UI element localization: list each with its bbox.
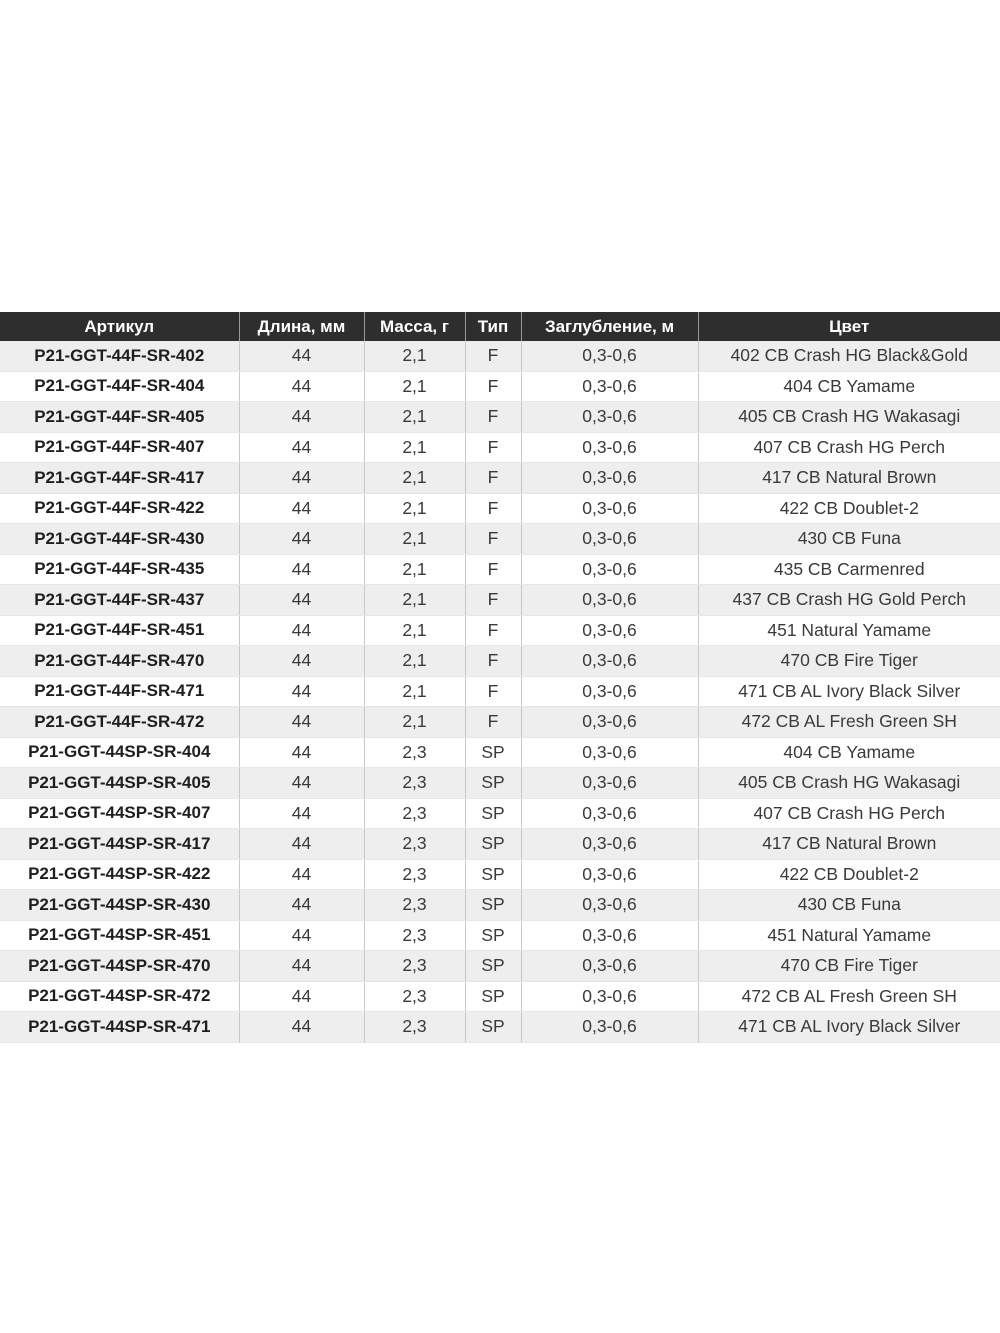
cell-length: 44 xyxy=(239,341,364,371)
cell-length: 44 xyxy=(239,615,364,646)
cell-color: 405 CB Crash HG Wakasagi xyxy=(698,402,1000,433)
cell-sku: P21-GGT-44F-SR-422 xyxy=(0,493,239,524)
table-row xyxy=(0,585,1000,616)
cell-sku: P21-GGT-44F-SR-437 xyxy=(0,585,239,616)
cell-depth: 0,3-0,6 xyxy=(521,585,698,616)
cell-depth: 0,3-0,6 xyxy=(521,676,698,707)
cell-sku: P21-GGT-44SP-SR-404 xyxy=(0,737,239,768)
cell-depth: 0,3-0,6 xyxy=(521,707,698,738)
table-row xyxy=(0,371,1000,402)
spec-table xyxy=(0,312,1000,1043)
cell-type: F xyxy=(465,676,521,707)
cell-color: 404 CB Yamame xyxy=(698,371,1000,402)
cell-color: 430 CB Funa xyxy=(698,524,1000,555)
cell-mass: 2,1 xyxy=(364,493,465,524)
cell-color: 472 CB AL Fresh Green SH xyxy=(698,981,1000,1012)
cell-sku: P21-GGT-44F-SR-451 xyxy=(0,615,239,646)
cell-sku: P21-GGT-44F-SR-405 xyxy=(0,402,239,433)
cell-depth: 0,3-0,6 xyxy=(521,951,698,982)
table-row xyxy=(0,432,1000,463)
cell-sku: P21-GGT-44SP-SR-417 xyxy=(0,829,239,860)
cell-type: SP xyxy=(465,768,521,799)
cell-color: 422 CB Doublet-2 xyxy=(698,493,1000,524)
cell-sku: P21-GGT-44F-SR-404 xyxy=(0,371,239,402)
cell-length: 44 xyxy=(239,524,364,555)
cell-color: 417 CB Natural Brown xyxy=(698,829,1000,860)
cell-depth: 0,3-0,6 xyxy=(521,371,698,402)
cell-type: F xyxy=(465,707,521,738)
cell-depth: 0,3-0,6 xyxy=(521,798,698,829)
table-row xyxy=(0,1012,1000,1043)
cell-color: 407 CB Crash HG Perch xyxy=(698,432,1000,463)
cell-length: 44 xyxy=(239,463,364,494)
cell-color: 404 CB Yamame xyxy=(698,737,1000,768)
table-row xyxy=(0,737,1000,768)
cell-color: 470 CB Fire Tiger xyxy=(698,646,1000,677)
cell-mass: 2,1 xyxy=(364,585,465,616)
cell-length: 44 xyxy=(239,371,364,402)
cell-mass: 2,1 xyxy=(364,371,465,402)
cell-type: F xyxy=(465,524,521,555)
cell-type: SP xyxy=(465,920,521,951)
cell-mass: 2,3 xyxy=(364,951,465,982)
cell-type: SP xyxy=(465,798,521,829)
cell-length: 44 xyxy=(239,707,364,738)
header-sku: Артикул xyxy=(0,312,239,341)
cell-depth: 0,3-0,6 xyxy=(521,341,698,371)
cell-color: 471 CB AL Ivory Black Silver xyxy=(698,676,1000,707)
cell-type: F xyxy=(465,463,521,494)
cell-sku: P21-GGT-44F-SR-407 xyxy=(0,432,239,463)
cell-mass: 2,3 xyxy=(364,920,465,951)
table-row xyxy=(0,768,1000,799)
table-row xyxy=(0,676,1000,707)
cell-depth: 0,3-0,6 xyxy=(521,859,698,890)
header-type: Тип xyxy=(465,312,521,341)
table-row xyxy=(0,341,1000,371)
cell-type: F xyxy=(465,493,521,524)
cell-depth: 0,3-0,6 xyxy=(521,829,698,860)
cell-length: 44 xyxy=(239,1012,364,1043)
cell-depth: 0,3-0,6 xyxy=(521,646,698,677)
table-row xyxy=(0,829,1000,860)
cell-mass: 2,1 xyxy=(364,463,465,494)
cell-sku: P21-GGT-44SP-SR-472 xyxy=(0,981,239,1012)
table-row xyxy=(0,524,1000,555)
cell-depth: 0,3-0,6 xyxy=(521,463,698,494)
cell-color: 451 Natural Yamame xyxy=(698,615,1000,646)
cell-length: 44 xyxy=(239,402,364,433)
cell-length: 44 xyxy=(239,768,364,799)
cell-mass: 2,1 xyxy=(364,524,465,555)
cell-type: SP xyxy=(465,951,521,982)
cell-depth: 0,3-0,6 xyxy=(521,432,698,463)
cell-length: 44 xyxy=(239,737,364,768)
cell-type: F xyxy=(465,615,521,646)
table-row xyxy=(0,554,1000,585)
cell-mass: 2,1 xyxy=(364,402,465,433)
cell-sku: P21-GGT-44F-SR-435 xyxy=(0,554,239,585)
cell-depth: 0,3-0,6 xyxy=(521,402,698,433)
cell-length: 44 xyxy=(239,676,364,707)
cell-mass: 2,3 xyxy=(364,981,465,1012)
cell-color: 451 Natural Yamame xyxy=(698,920,1000,951)
cell-type: SP xyxy=(465,829,521,860)
cell-length: 44 xyxy=(239,829,364,860)
cell-depth: 0,3-0,6 xyxy=(521,554,698,585)
cell-length: 44 xyxy=(239,951,364,982)
cell-mass: 2,3 xyxy=(364,768,465,799)
cell-mass: 2,3 xyxy=(364,737,465,768)
cell-mass: 2,1 xyxy=(364,707,465,738)
cell-mass: 2,1 xyxy=(364,646,465,677)
cell-type: F xyxy=(465,371,521,402)
table-row xyxy=(0,798,1000,829)
cell-color: 430 CB Funa xyxy=(698,890,1000,921)
cell-depth: 0,3-0,6 xyxy=(521,768,698,799)
cell-color: 470 CB Fire Tiger xyxy=(698,951,1000,982)
cell-color: 407 CB Crash HG Perch xyxy=(698,798,1000,829)
cell-depth: 0,3-0,6 xyxy=(521,615,698,646)
cell-length: 44 xyxy=(239,554,364,585)
table-row xyxy=(0,615,1000,646)
cell-depth: 0,3-0,6 xyxy=(521,737,698,768)
cell-depth: 0,3-0,6 xyxy=(521,1012,698,1043)
cell-sku: P21-GGT-44SP-SR-471 xyxy=(0,1012,239,1043)
table-row xyxy=(0,920,1000,951)
cell-sku: P21-GGT-44SP-SR-430 xyxy=(0,890,239,921)
cell-sku: P21-GGT-44SP-SR-470 xyxy=(0,951,239,982)
cell-type: F xyxy=(465,432,521,463)
cell-sku: P21-GGT-44F-SR-417 xyxy=(0,463,239,494)
table-row xyxy=(0,859,1000,890)
table-row xyxy=(0,493,1000,524)
cell-type: SP xyxy=(465,1012,521,1043)
header-row xyxy=(0,312,1000,341)
cell-color: 422 CB Doublet-2 xyxy=(698,859,1000,890)
cell-length: 44 xyxy=(239,890,364,921)
cell-sku: P21-GGT-44SP-SR-407 xyxy=(0,798,239,829)
cell-mass: 2,1 xyxy=(364,615,465,646)
table-row xyxy=(0,463,1000,494)
cell-sku: P21-GGT-44SP-SR-422 xyxy=(0,859,239,890)
table-header xyxy=(0,312,1000,341)
cell-color: 437 CB Crash HG Gold Perch xyxy=(698,585,1000,616)
table-row xyxy=(0,951,1000,982)
cell-type: F xyxy=(465,341,521,371)
cell-type: F xyxy=(465,402,521,433)
cell-sku: P21-GGT-44F-SR-470 xyxy=(0,646,239,677)
cell-type: SP xyxy=(465,981,521,1012)
table-row xyxy=(0,890,1000,921)
header-length: Длина, мм xyxy=(239,312,364,341)
cell-color: 405 CB Crash HG Wakasagi xyxy=(698,768,1000,799)
cell-mass: 2,1 xyxy=(364,676,465,707)
cell-color: 471 CB AL Ivory Black Silver xyxy=(698,1012,1000,1043)
cell-length: 44 xyxy=(239,585,364,616)
cell-depth: 0,3-0,6 xyxy=(521,493,698,524)
cell-sku: P21-GGT-44SP-SR-405 xyxy=(0,768,239,799)
cell-length: 44 xyxy=(239,859,364,890)
header-depth: Заглубление, м xyxy=(521,312,698,341)
cell-color: 417 CB Natural Brown xyxy=(698,463,1000,494)
cell-mass: 2,1 xyxy=(364,432,465,463)
cell-color: 402 CB Crash HG Black&Gold xyxy=(698,341,1000,371)
cell-length: 44 xyxy=(239,920,364,951)
cell-type: F xyxy=(465,554,521,585)
cell-length: 44 xyxy=(239,432,364,463)
cell-type: SP xyxy=(465,890,521,921)
table-body xyxy=(0,341,1000,1042)
cell-mass: 2,3 xyxy=(364,859,465,890)
cell-mass: 2,3 xyxy=(364,829,465,860)
cell-sku: P21-GGT-44F-SR-430 xyxy=(0,524,239,555)
cell-type: SP xyxy=(465,859,521,890)
cell-type: F xyxy=(465,585,521,616)
cell-type: F xyxy=(465,646,521,677)
table-row xyxy=(0,707,1000,738)
cell-color: 472 CB AL Fresh Green SH xyxy=(698,707,1000,738)
cell-depth: 0,3-0,6 xyxy=(521,981,698,1012)
cell-sku: P21-GGT-44F-SR-402 xyxy=(0,341,239,371)
cell-length: 44 xyxy=(239,981,364,1012)
cell-sku: P21-GGT-44F-SR-471 xyxy=(0,676,239,707)
cell-sku: P21-GGT-44SP-SR-451 xyxy=(0,920,239,951)
cell-mass: 2,3 xyxy=(364,798,465,829)
cell-mass: 2,3 xyxy=(364,890,465,921)
cell-color: 435 CB Carmenred xyxy=(698,554,1000,585)
cell-length: 44 xyxy=(239,646,364,677)
cell-mass: 2,3 xyxy=(364,1012,465,1043)
cell-type: SP xyxy=(465,737,521,768)
table-row xyxy=(0,981,1000,1012)
cell-length: 44 xyxy=(239,798,364,829)
header-color: Цвет xyxy=(698,312,1000,341)
table-row xyxy=(0,646,1000,677)
cell-mass: 2,1 xyxy=(364,554,465,585)
table-row xyxy=(0,402,1000,433)
cell-depth: 0,3-0,6 xyxy=(521,890,698,921)
cell-depth: 0,3-0,6 xyxy=(521,920,698,951)
cell-depth: 0,3-0,6 xyxy=(521,524,698,555)
cell-sku: P21-GGT-44F-SR-472 xyxy=(0,707,239,738)
cell-mass: 2,1 xyxy=(364,341,465,371)
header-mass: Масса, г xyxy=(364,312,465,341)
cell-length: 44 xyxy=(239,493,364,524)
